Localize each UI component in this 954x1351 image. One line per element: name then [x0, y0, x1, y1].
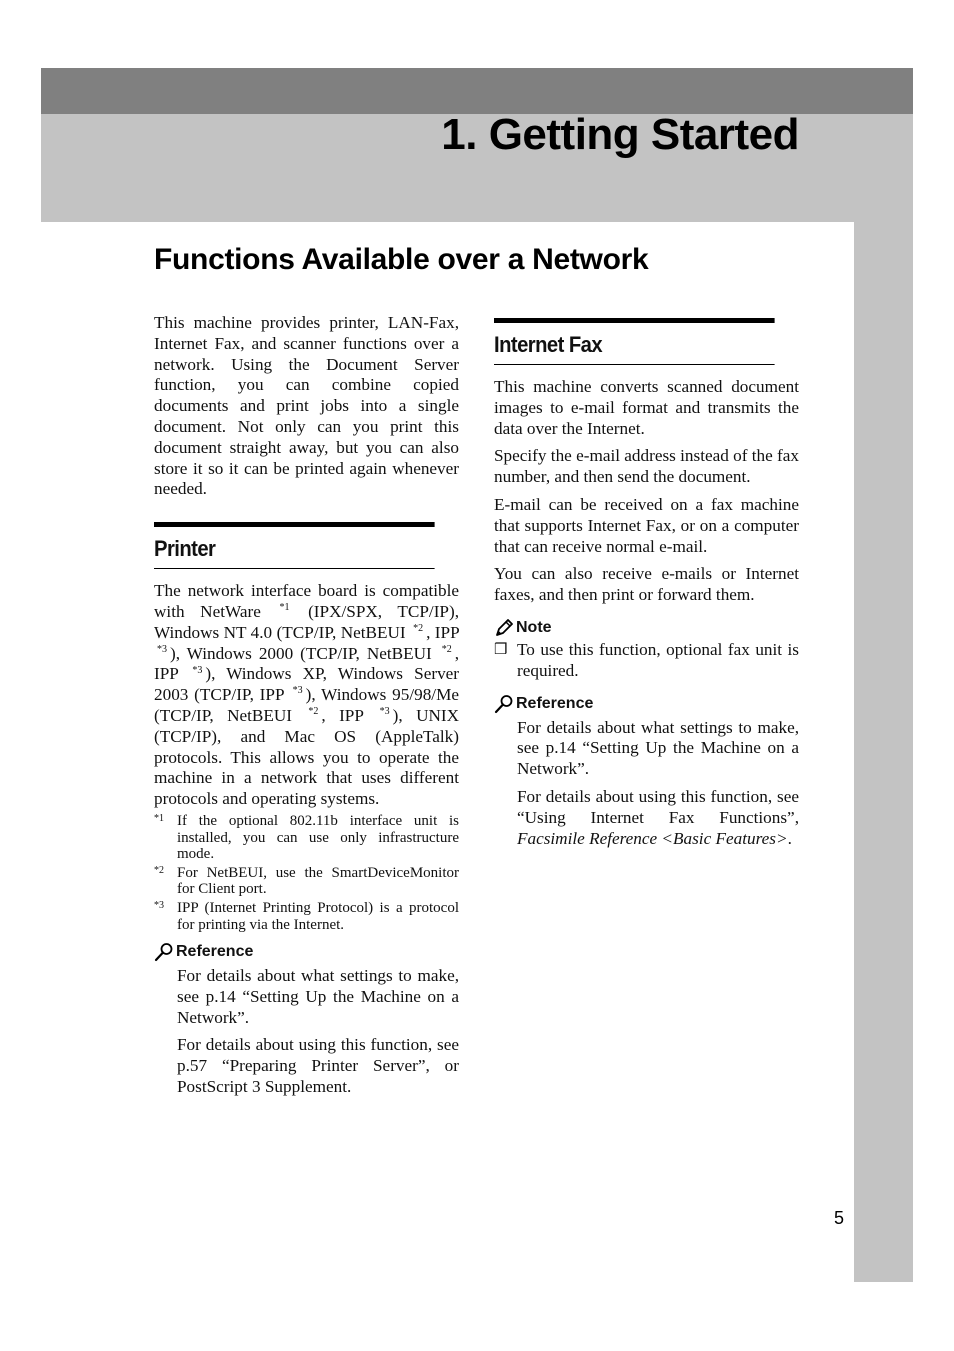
footnote-ref: *3	[157, 643, 167, 655]
reference-text: .	[787, 828, 792, 848]
reference-item	[517, 787, 799, 849]
internet-fax-paragraph: E-mail can be received on a fax machine that supports Internet Fax, or on a computer that can receive normal e-mail.	[494, 494, 799, 556]
printer-body-text: , IPP	[426, 622, 459, 642]
page-number: 5	[834, 1208, 845, 1228]
printer-body-text: , IPP	[154, 643, 459, 684]
note-item	[494, 640, 799, 682]
footnote-ref: *2	[308, 706, 319, 718]
checkbox-bullet-icon: ❒	[494, 641, 508, 658]
reference-label: Reference	[176, 943, 254, 961]
printer-body-text: ), Windows 95/98/Me (TCP/IP, NetBEUI	[154, 685, 459, 725]
reference-item: For details about what settings to make, see p.14 “Setting Up the Machine on a Network”.	[177, 966, 459, 1027]
footnotes	[154, 813, 459, 933]
footnote-ref: *2	[413, 623, 424, 635]
note-text: To use this function, optional fax unit is required.	[517, 639, 799, 680]
note-label: Note	[516, 618, 552, 636]
reference-item: For details about what settings to make, see p.14 “Setting Up the Machine on a Network”.	[517, 717, 799, 779]
reference-item: For details about using this function, see p.57 “Preparing Printer Server”, or PostScript 3 Supplement.	[177, 1035, 459, 1097]
reference-book-title: Facsimile Reference <Basic Features>	[517, 828, 788, 848]
chapter-title: 1. Getting Started	[441, 110, 799, 159]
footnote-text: If the optional 802.11b interface unit is installed, you can use only infrastructure mode.	[177, 812, 459, 863]
printer-heading-block	[154, 522, 459, 569]
note-heading	[494, 618, 799, 638]
left-column	[154, 313, 459, 1098]
printer-body-text: (IPX/SPX, TCP/IP), Windows NT 4.0 (TCP/IP, NetBEUI	[154, 601, 460, 642]
footnote-ref: *1	[279, 602, 290, 614]
magnifier-icon	[494, 694, 514, 714]
internet-fax-paragraph: Specify the e-mail address instead of the fax number, and then send the document.	[494, 446, 799, 487]
internet-fax-paragraph: This machine converts scanned document images to e-mail format and transmits the data over the Internet.	[494, 377, 799, 438]
printer-reference-heading	[154, 942, 459, 962]
printer-body-text: , IPP	[321, 705, 364, 725]
footnote-text: For NetBEUI, use the SmartDeviceMonitor for Client port.	[177, 864, 459, 898]
printer-body-text: ), Windows XP, Windows Server 2003 (TCP/IP, IPP	[154, 664, 460, 705]
footnote-text: IPP (Internet Printing Protocol) is a protocol for printing via the Internet.	[177, 899, 459, 933]
internet-fax-heading-block	[494, 318, 799, 365]
printer-body-text: ), UNIX (TCP/IP), and Mac OS (AppleTalk) protocols. This allows you to operate the machine in a network that uses different protocols and operating systems.	[154, 705, 460, 809]
footnote-ref: *3	[192, 664, 203, 676]
footnote-ref: *3	[379, 706, 390, 718]
footnote-mark: *2	[154, 864, 164, 876]
printer-body	[154, 581, 459, 810]
reference-label: Reference	[516, 694, 594, 712]
footnote-mark: *1	[154, 812, 164, 824]
internet-fax-reference-body	[517, 718, 799, 850]
footnote-ref: *2	[441, 643, 452, 655]
printer-body-text: ), Windows 2000 (TCP/IP, NetBEUI	[170, 643, 432, 663]
side-thumb-strip	[854, 222, 913, 1282]
footnote	[154, 813, 459, 863]
footnote	[154, 865, 459, 898]
right-column	[494, 318, 799, 849]
footnote-mark: *3	[154, 899, 164, 911]
internet-fax-paragraph: You can also receive e-mails or Internet faxes, and then print or forward them.	[494, 564, 799, 605]
reference-text: For details about using this function, see “Using Internet Fax Functions”,	[517, 786, 799, 827]
pencil-note-icon	[494, 618, 514, 638]
printer-body-text: The network interface board is compatible with NetWare	[154, 581, 459, 621]
internet-fax-reference-heading	[494, 694, 799, 714]
printer-reference-body	[177, 966, 459, 1098]
internet-fax-heading: Internet Fax	[494, 318, 775, 365]
footnote-ref: *3	[292, 685, 303, 697]
footnote	[154, 900, 459, 933]
intro-paragraph: This machine provides printer, LAN-Fax, Internet Fax, and scanner functions over a network. Using the Document Server function, you can combine copied documents and print jobs into a single document. Not only can you print this document straight away, but you can also store it so it can be printed again whenever needed.	[154, 313, 459, 499]
printer-heading: Printer	[154, 522, 435, 569]
magnifier-icon	[154, 942, 174, 962]
section-title: Functions Available over a Network	[154, 243, 649, 276]
header-band-dark	[41, 68, 913, 114]
